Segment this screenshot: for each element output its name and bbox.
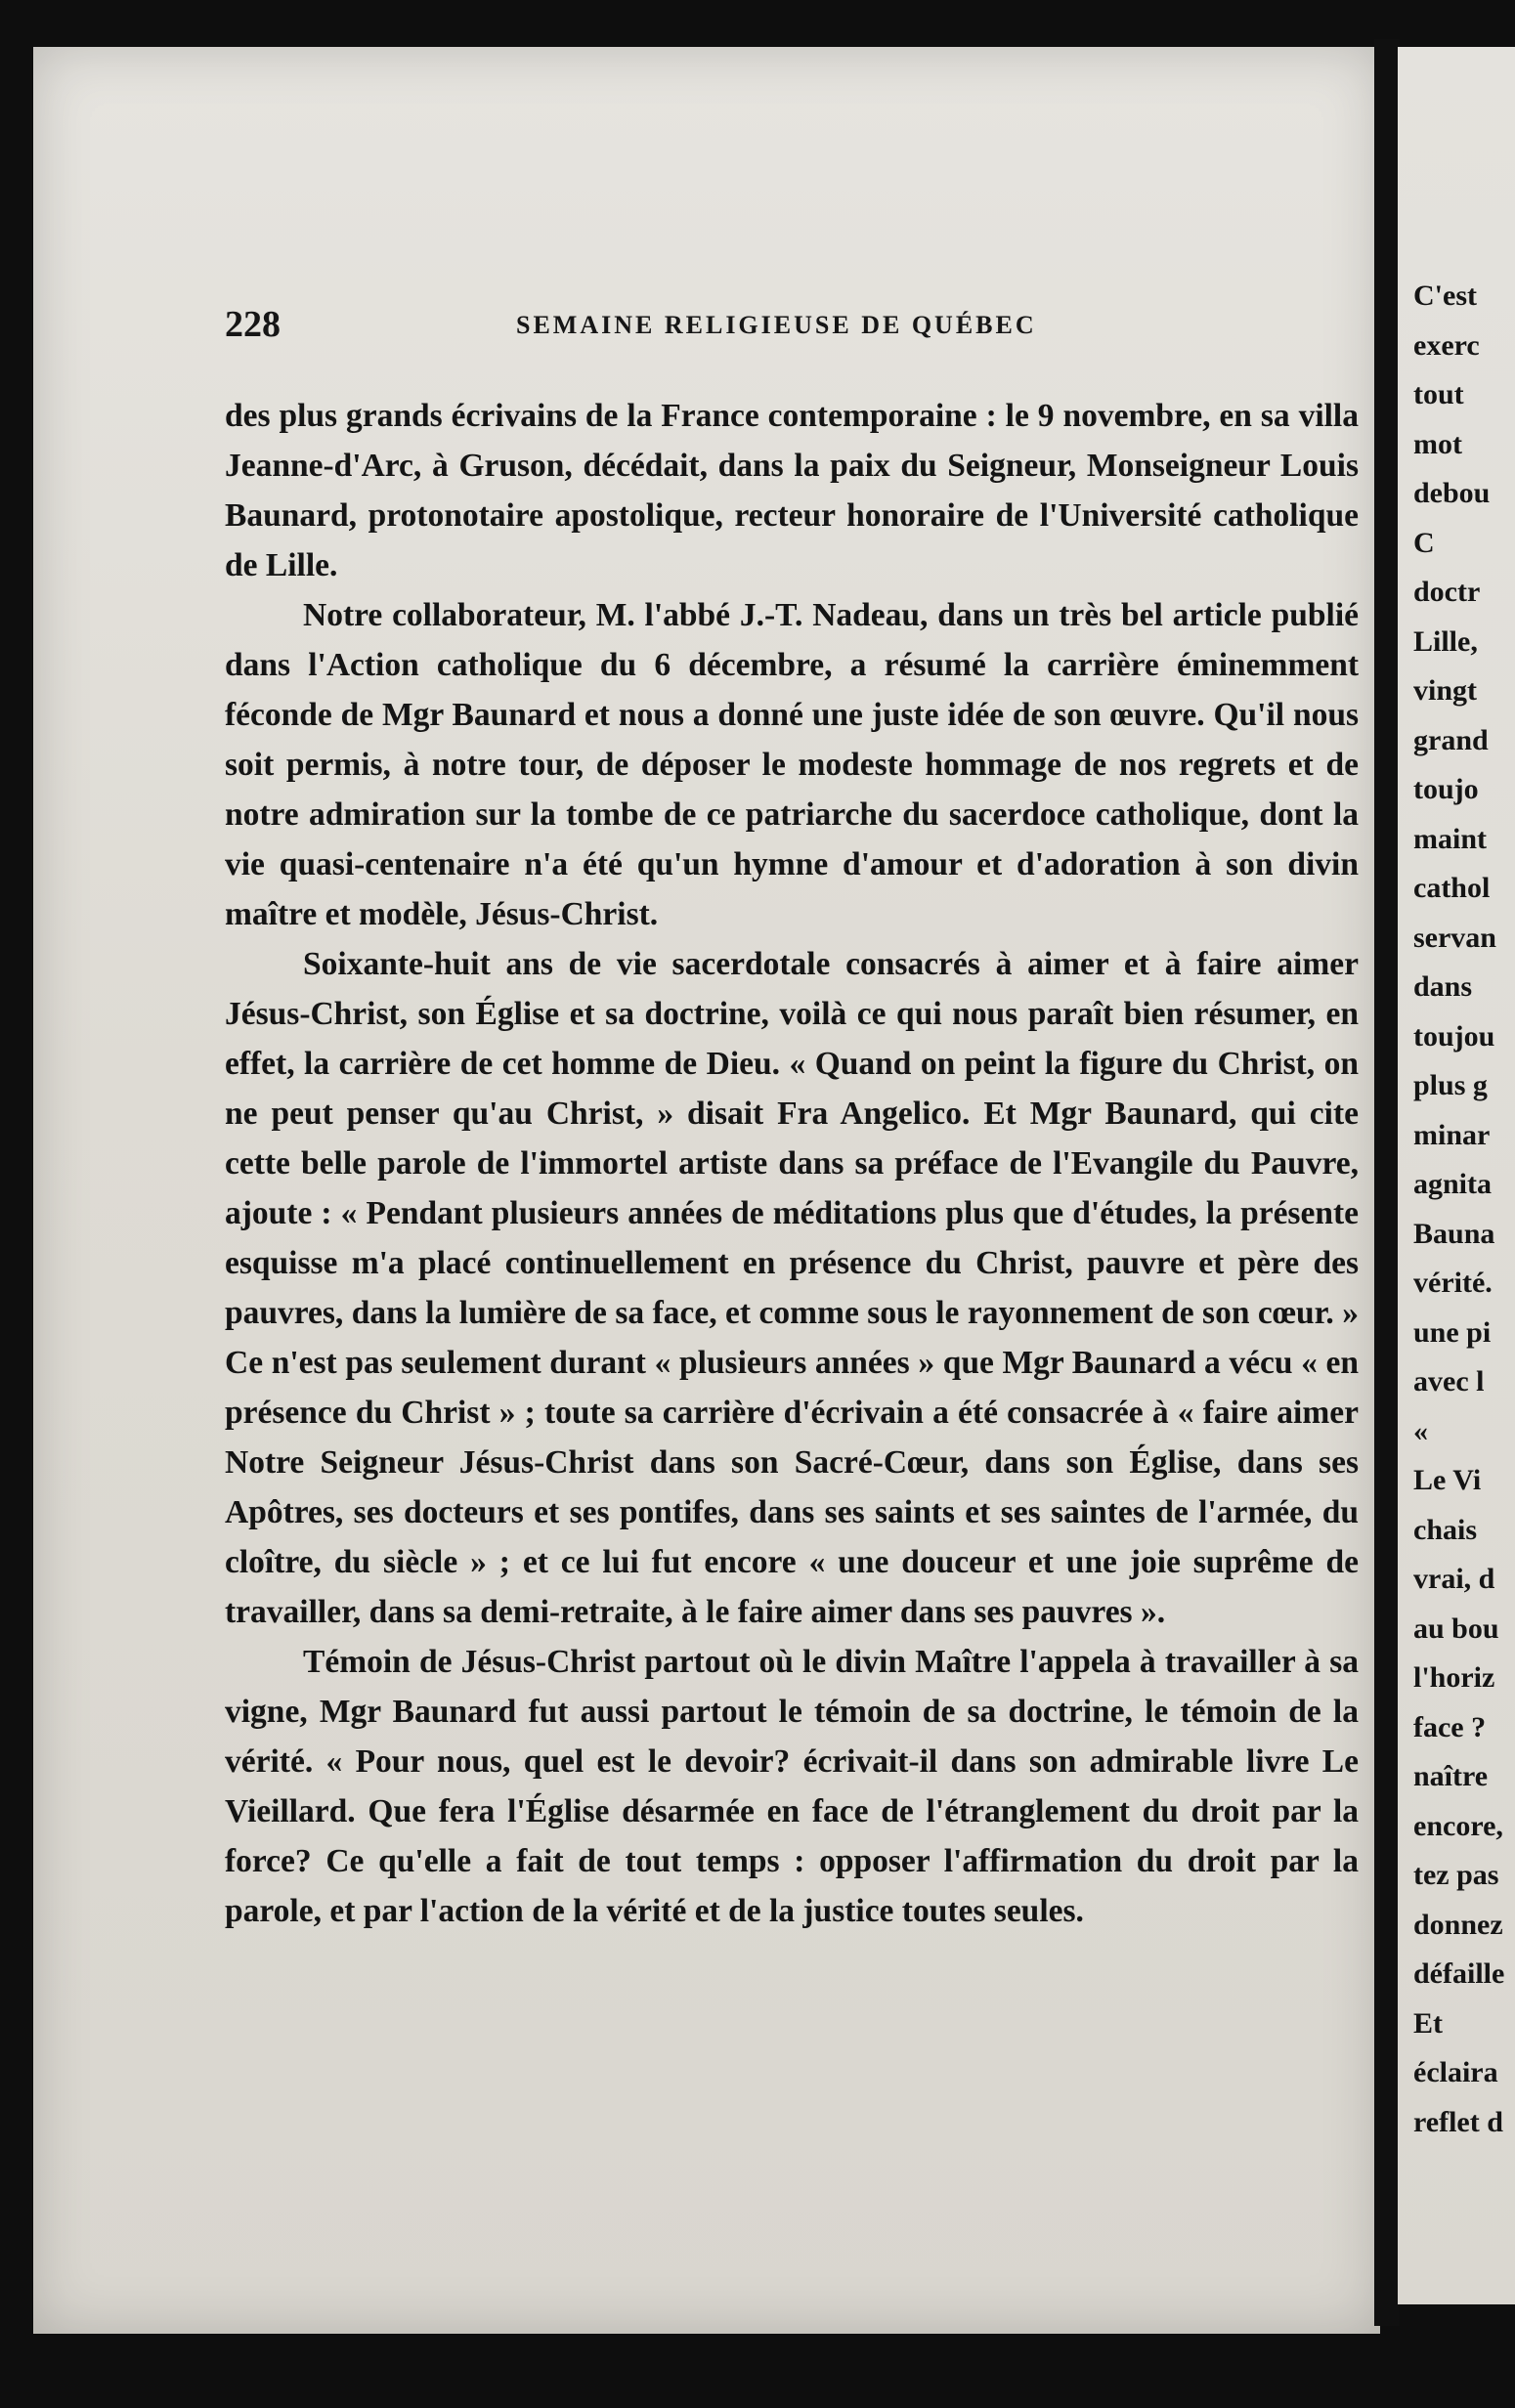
- right-page-line: défaille: [1413, 1957, 1505, 1990]
- right-page-line: agnita: [1413, 1168, 1493, 1200]
- right-page-line: Lille,: [1413, 624, 1478, 658]
- right-page-line: dans: [1413, 970, 1473, 1003]
- right-page-line: mot: [1413, 427, 1462, 460]
- right-page-line: au bou: [1413, 1612, 1499, 1645]
- right-page-line: grand: [1413, 723, 1489, 756]
- right-page-line: toujo: [1413, 773, 1479, 805]
- right-page-line: Et: [1413, 2006, 1443, 2040]
- right-page-line: servan: [1413, 921, 1496, 954]
- right-page-line: encore,: [1413, 1809, 1503, 1842]
- right-page-text: [1413, 272, 1505, 2147]
- right-page-line: C'est: [1413, 280, 1477, 312]
- right-page-line: vérité.: [1413, 1267, 1493, 1299]
- right-page-line: face ?: [1413, 1710, 1487, 1743]
- right-page-line: l'horiz: [1413, 1661, 1495, 1694]
- right-page-line: tout: [1413, 378, 1464, 410]
- paragraph-3: Soixante-huit ans de vie sacerdotale consacrés à aimer et à faire aimer Jésus-Christ, son Église et sa doctrine, voilà ce qui nous paraît bien résumer, en effet, la carrière de cet homme de Dieu. « Quand on peint la figure du Christ, on ne peut penser qu'au Christ, » disait Fra Angelico. Et Mgr Baunard, qui cite cette belle parole de l'immortel artiste dans sa préface de l'Evangile du Pauvre, ajoute : « Pendant plusieurs années de méditations plus que d'études, la présente esquisse m'a placé continuellement en présence du Christ, pauvre et père des pauvres, dans la lumière de sa face, et comme sous le rayonnement de son cœur. » Ce n'est pas seulement durant « plusieurs années » que Mgr Baunard a vécu « en présence du Christ » ; toute sa carrière d'écrivain a été consacrée à « faire aimer Notre Seigneur Jésus-Christ dans son Sacré-Cœur, dans son Église, dans ses Apôtres, ses docteurs et ses pontifes, dans ses saints et ses saintes de l'armée, du cloître, du siècle » ; et ce lui fut encore « une douceur et une joie suprême de travailler, dans sa demi-retraite, à le faire aimer dans ses pauvres ».: [225, 946, 1359, 1630]
- paragraph-4: Témoin de Jésus-Christ partout où le divin Maître l'appela à travailler à sa vigne, Mgr Baunard fut aussi partout le témoin de sa doctrine, le témoin de la vérité. « Pour nous, quel est le devoir? écrivait-il dans son admirable livre Le Vieillard. Que fera l'Église désarmée en face de l'étranglement du droit par la force? Ce qu'elle a fait de tout temps : opposer l'affirmation du droit par la parole, et par l'action de la vérité et de la justice toutes seules.: [225, 1644, 1359, 1929]
- right-page-line: toujou: [1413, 1019, 1495, 1053]
- right-page-line: maint: [1413, 822, 1487, 855]
- right-page-line: cathol: [1413, 872, 1491, 904]
- right-page-line: debou: [1413, 477, 1491, 509]
- right-page-line: doctr: [1413, 576, 1481, 608]
- paragraph-1: des plus grands écrivains de la France contemporaine : le 9 novembre, en sa villa Jeanne-d'Arc, à Gruson, décédait, dans la paix du Seigneur, Monseigneur Louis Baunard, protonotaire apostolique, recteur honoraire de l'Université catholique de Lille.: [225, 398, 1359, 583]
- right-page-line: Le Vi: [1413, 1464, 1482, 1496]
- right-page-line: C: [1413, 526, 1435, 559]
- right-page-line: plus g: [1413, 1069, 1488, 1101]
- right-page-line: vingt: [1413, 674, 1478, 707]
- book-gutter: [1374, 39, 1400, 2326]
- right-page-line: éclaira: [1413, 2056, 1498, 2088]
- right-page-line: avec l: [1413, 1365, 1485, 1398]
- running-title: SEMAINE RELIGIEUSE DE QUÉBEC: [516, 311, 1037, 339]
- page-header: [225, 303, 1359, 352]
- right-page-line: tez pas: [1413, 1859, 1499, 1891]
- right-page-line: Bauna: [1413, 1217, 1495, 1250]
- right-page-line: «: [1413, 1414, 1428, 1447]
- right-page-line: chais: [1413, 1513, 1478, 1546]
- right-page-line: naître: [1413, 1760, 1489, 1792]
- paragraph-2: Notre collaborateur, M. l'abbé J.-T. Nadeau, dans un très bel article publié dans l'Action catholique du 6 décembre, a résumé la carrière éminemment féconde de Mgr Baunard et nous a donné une juste idée de son œuvre. Qu'il nous soit permis, à notre tour, de déposer le modeste hommage de nos regrets et de notre admiration sur la tombe de ce patriarche du sacerdoce catholique, dont la vie quasi-centenaire n'a été qu'un hymne d'amour et d'adoration à son divin maître et modèle, Jésus-Christ.: [225, 597, 1359, 932]
- right-page-line: une pi: [1413, 1315, 1492, 1349]
- right-page-line: minar: [1413, 1118, 1491, 1151]
- right-page-line: reflet d: [1413, 2105, 1503, 2138]
- page-number: 228: [225, 304, 281, 345]
- right-page-line: donnez: [1413, 1908, 1503, 1941]
- right-page-line: vrai, d: [1413, 1563, 1495, 1595]
- right-page-line: exerc: [1413, 328, 1480, 362]
- body-text: [225, 391, 1359, 1936]
